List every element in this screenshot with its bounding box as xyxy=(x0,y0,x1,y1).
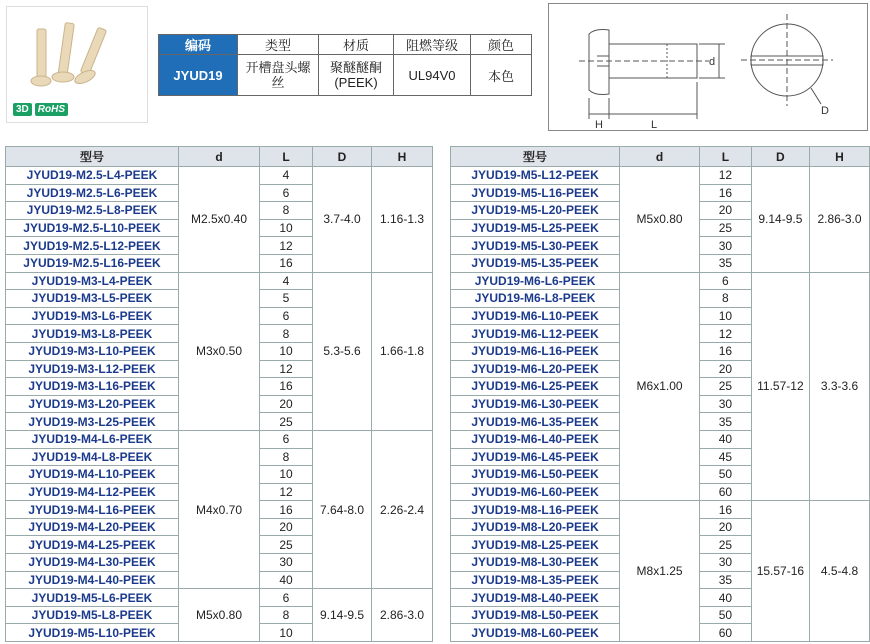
spec-type: 开槽盘头螺丝 xyxy=(238,55,319,96)
col-d: d xyxy=(620,147,700,167)
model-cell: JYUD19-M6-L50-PEEK xyxy=(451,466,620,484)
rohs-badge: RoHS xyxy=(35,103,68,116)
model-cell: JYUD19-M4-L10-PEEK xyxy=(6,466,179,484)
spec-table xyxy=(158,34,532,96)
label-d: d xyxy=(709,56,716,68)
spec-material: 聚醚醚酮(PEEK) xyxy=(319,55,394,96)
length-cell: 10 xyxy=(700,307,752,325)
model-cell: JYUD19-M8-L16-PEEK xyxy=(451,501,620,519)
model-cell: JYUD19-M6-L6-PEEK xyxy=(451,272,620,290)
model-cell: JYUD19-M8-L30-PEEK xyxy=(451,554,620,572)
spec-flame: UL94V0 xyxy=(394,55,471,96)
model-cell: JYUD19-M6-L8-PEEK xyxy=(451,290,620,308)
length-cell: 16 xyxy=(700,342,752,360)
length-cell: 12 xyxy=(260,237,313,255)
model-cell: JYUD19-M8-L50-PEEK xyxy=(451,606,620,624)
length-cell: 20 xyxy=(260,395,313,413)
thread-cell: M6x1.00 xyxy=(620,272,700,501)
model-cell: JYUD19-M4-L16-PEEK xyxy=(6,501,179,519)
head-diameter-cell: 3.7-4.0 xyxy=(313,167,372,273)
model-cell: JYUD19-M2.5-L16-PEEK xyxy=(6,254,179,272)
3d-badge: 3D xyxy=(13,103,32,116)
length-cell: 8 xyxy=(260,325,313,343)
length-cell: 12 xyxy=(700,167,752,185)
size-table-right xyxy=(450,146,870,642)
model-cell: JYUD19-M6-L20-PEEK xyxy=(451,360,620,378)
length-cell: 20 xyxy=(260,518,313,536)
length-cell: 6 xyxy=(700,272,752,290)
length-cell: 25 xyxy=(700,219,752,237)
model-cell: JYUD19-M2.5-L12-PEEK xyxy=(6,237,179,255)
thread-cell: M5x0.80 xyxy=(620,167,700,273)
col-model: 型号 xyxy=(451,147,620,167)
model-cell: JYUD19-M3-L25-PEEK xyxy=(6,413,179,431)
model-cell: JYUD19-M8-L60-PEEK xyxy=(451,624,620,642)
col-d: d xyxy=(179,147,260,167)
length-cell: 25 xyxy=(260,413,313,431)
model-cell: JYUD19-M5-L20-PEEK xyxy=(451,202,620,220)
size-table-left xyxy=(5,146,433,642)
head-diameter-cell: 5.3-5.6 xyxy=(313,272,372,430)
model-cell: JYUD19-M5-L8-PEEK xyxy=(6,606,179,624)
model-cell: JYUD19-M2.5-L8-PEEK xyxy=(6,202,179,220)
col-L: L xyxy=(260,147,313,167)
table-row xyxy=(451,167,870,185)
length-cell: 12 xyxy=(260,360,313,378)
head-height-cell: 3.3-3.6 xyxy=(810,272,870,501)
label-H: H xyxy=(595,119,603,130)
length-cell: 35 xyxy=(700,254,752,272)
length-cell: 20 xyxy=(700,518,752,536)
length-cell: 60 xyxy=(700,483,752,501)
head-height-cell: 1.66-1.8 xyxy=(372,272,433,430)
thread-cell: M3x0.50 xyxy=(179,272,260,430)
model-cell: JYUD19-M8-L40-PEEK xyxy=(451,589,620,607)
model-cell: JYUD19-M6-L30-PEEK xyxy=(451,395,620,413)
length-cell: 20 xyxy=(700,360,752,378)
col-L: L xyxy=(700,147,752,167)
length-cell: 45 xyxy=(700,448,752,466)
model-cell: JYUD19-M4-L6-PEEK xyxy=(6,430,179,448)
drawing-svg xyxy=(549,4,867,130)
col-D: D xyxy=(751,147,809,167)
head-diameter-cell: 15.57-16 xyxy=(751,501,809,642)
thread-cell: M5x0.80 xyxy=(179,589,260,642)
length-cell: 4 xyxy=(260,167,313,185)
spec-color: 本色 xyxy=(471,55,532,96)
model-cell: JYUD19-M4-L30-PEEK xyxy=(6,554,179,572)
length-cell: 40 xyxy=(260,571,313,589)
length-cell: 60 xyxy=(700,624,752,642)
head-height-cell: 2.86-3.0 xyxy=(372,589,433,642)
model-cell: JYUD19-M3-L5-PEEK xyxy=(6,290,179,308)
model-cell: JYUD19-M4-L12-PEEK xyxy=(6,483,179,501)
length-cell: 8 xyxy=(260,606,313,624)
model-cell: JYUD19-M5-L35-PEEK xyxy=(451,254,620,272)
model-cell: JYUD19-M8-L20-PEEK xyxy=(451,518,620,536)
spec-header-material: 材质 xyxy=(319,35,394,55)
label-L: L xyxy=(651,119,658,130)
length-cell: 25 xyxy=(700,378,752,396)
col-D: D xyxy=(313,147,372,167)
length-cell: 8 xyxy=(260,202,313,220)
model-cell: JYUD19-M6-L25-PEEK xyxy=(451,378,620,396)
length-cell: 30 xyxy=(700,237,752,255)
model-cell: JYUD19-M6-L16-PEEK xyxy=(451,342,620,360)
head-height-cell: 1.16-1.3 xyxy=(372,167,433,273)
table-row xyxy=(6,272,433,290)
head-diameter-cell: 9.14-9.5 xyxy=(313,589,372,642)
model-cell: JYUD19-M5-L16-PEEK xyxy=(451,184,620,202)
model-cell: JYUD19-M5-L30-PEEK xyxy=(451,237,620,255)
model-cell: JYUD19-M3-L8-PEEK xyxy=(6,325,179,343)
length-cell: 50 xyxy=(700,606,752,624)
length-cell: 16 xyxy=(260,254,313,272)
spec-header-flame: 阻燃等级 xyxy=(394,35,471,55)
length-cell: 16 xyxy=(260,378,313,396)
model-cell: JYUD19-M3-L10-PEEK xyxy=(6,342,179,360)
model-cell: JYUD19-M5-L6-PEEK xyxy=(6,589,179,607)
head-diameter-cell: 7.64-8.0 xyxy=(313,430,372,588)
length-cell: 8 xyxy=(260,448,313,466)
table-row xyxy=(6,430,433,448)
thread-cell: M8x1.25 xyxy=(620,501,700,642)
model-cell: JYUD19-M6-L40-PEEK xyxy=(451,430,620,448)
table-row xyxy=(6,167,433,185)
length-cell: 8 xyxy=(700,290,752,308)
length-cell: 30 xyxy=(700,554,752,572)
model-cell: JYUD19-M4-L8-PEEK xyxy=(6,448,179,466)
model-cell: JYUD19-M2.5-L6-PEEK xyxy=(6,184,179,202)
head-height-cell: 2.86-3.0 xyxy=(810,167,870,273)
thread-cell: M4x0.70 xyxy=(179,430,260,588)
length-cell: 40 xyxy=(700,430,752,448)
length-cell: 50 xyxy=(700,466,752,484)
model-cell: JYUD19-M3-L16-PEEK xyxy=(6,378,179,396)
col-model: 型号 xyxy=(6,147,179,167)
col-H: H xyxy=(372,147,433,167)
length-cell: 5 xyxy=(260,290,313,308)
model-cell: JYUD19-M5-L10-PEEK xyxy=(6,624,179,642)
model-cell: JYUD19-M6-L12-PEEK xyxy=(451,325,620,343)
length-cell: 16 xyxy=(700,184,752,202)
model-cell: JYUD19-M4-L20-PEEK xyxy=(6,518,179,536)
spec-header-color: 颜色 xyxy=(471,35,532,55)
technical-drawing xyxy=(548,3,868,131)
length-cell: 10 xyxy=(260,466,313,484)
model-cell: JYUD19-M5-L25-PEEK xyxy=(451,219,620,237)
length-cell: 10 xyxy=(260,342,313,360)
length-cell: 12 xyxy=(260,483,313,501)
thread-cell: M2.5x0.40 xyxy=(179,167,260,273)
length-cell: 20 xyxy=(700,202,752,220)
table-row xyxy=(451,501,870,519)
head-diameter-cell: 9.14-9.5 xyxy=(751,167,809,273)
length-cell: 6 xyxy=(260,589,313,607)
table-row xyxy=(6,589,433,607)
model-cell: JYUD19-M4-L25-PEEK xyxy=(6,536,179,554)
length-cell: 35 xyxy=(700,413,752,431)
length-cell: 6 xyxy=(260,430,313,448)
model-cell: JYUD19-M2.5-L10-PEEK xyxy=(6,219,179,237)
model-cell: JYUD19-M6-L10-PEEK xyxy=(451,307,620,325)
length-cell: 30 xyxy=(260,554,313,572)
spec-header-code: 编码 xyxy=(159,35,238,55)
model-cell: JYUD19-M3-L20-PEEK xyxy=(6,395,179,413)
length-cell: 40 xyxy=(700,589,752,607)
spec-header-type: 类型 xyxy=(238,35,319,55)
head-height-cell: 4.5-4.8 xyxy=(810,501,870,642)
length-cell: 25 xyxy=(260,536,313,554)
product-photo xyxy=(6,6,148,123)
head-diameter-cell: 11.57-12 xyxy=(751,272,809,501)
model-cell: JYUD19-M3-L6-PEEK xyxy=(6,307,179,325)
model-cell: JYUD19-M8-L25-PEEK xyxy=(451,536,620,554)
model-cell: JYUD19-M4-L40-PEEK xyxy=(6,571,179,589)
model-cell: JYUD19-M8-L35-PEEK xyxy=(451,571,620,589)
model-cell: JYUD19-M3-L4-PEEK xyxy=(6,272,179,290)
length-cell: 35 xyxy=(700,571,752,589)
model-cell: JYUD19-M6-L45-PEEK xyxy=(451,448,620,466)
length-cell: 30 xyxy=(700,395,752,413)
model-cell: JYUD19-M6-L60-PEEK xyxy=(451,483,620,501)
length-cell: 16 xyxy=(700,501,752,519)
label-D: D xyxy=(821,105,829,117)
model-cell: JYUD19-M6-L35-PEEK xyxy=(451,413,620,431)
model-cell: JYUD19-M5-L12-PEEK xyxy=(451,167,620,185)
length-cell: 6 xyxy=(260,307,313,325)
screws-image xyxy=(7,7,147,107)
spec-code: JYUD19 xyxy=(159,55,238,96)
length-cell: 4 xyxy=(260,272,313,290)
length-cell: 10 xyxy=(260,624,313,642)
head-height-cell: 2.26-2.4 xyxy=(372,430,433,588)
col-H: H xyxy=(810,147,870,167)
length-cell: 10 xyxy=(260,219,313,237)
length-cell: 6 xyxy=(260,184,313,202)
length-cell: 16 xyxy=(260,501,313,519)
model-cell: JYUD19-M2.5-L4-PEEK xyxy=(6,167,179,185)
length-cell: 12 xyxy=(700,325,752,343)
model-cell: JYUD19-M3-L12-PEEK xyxy=(6,360,179,378)
table-row xyxy=(451,272,870,290)
length-cell: 25 xyxy=(700,536,752,554)
